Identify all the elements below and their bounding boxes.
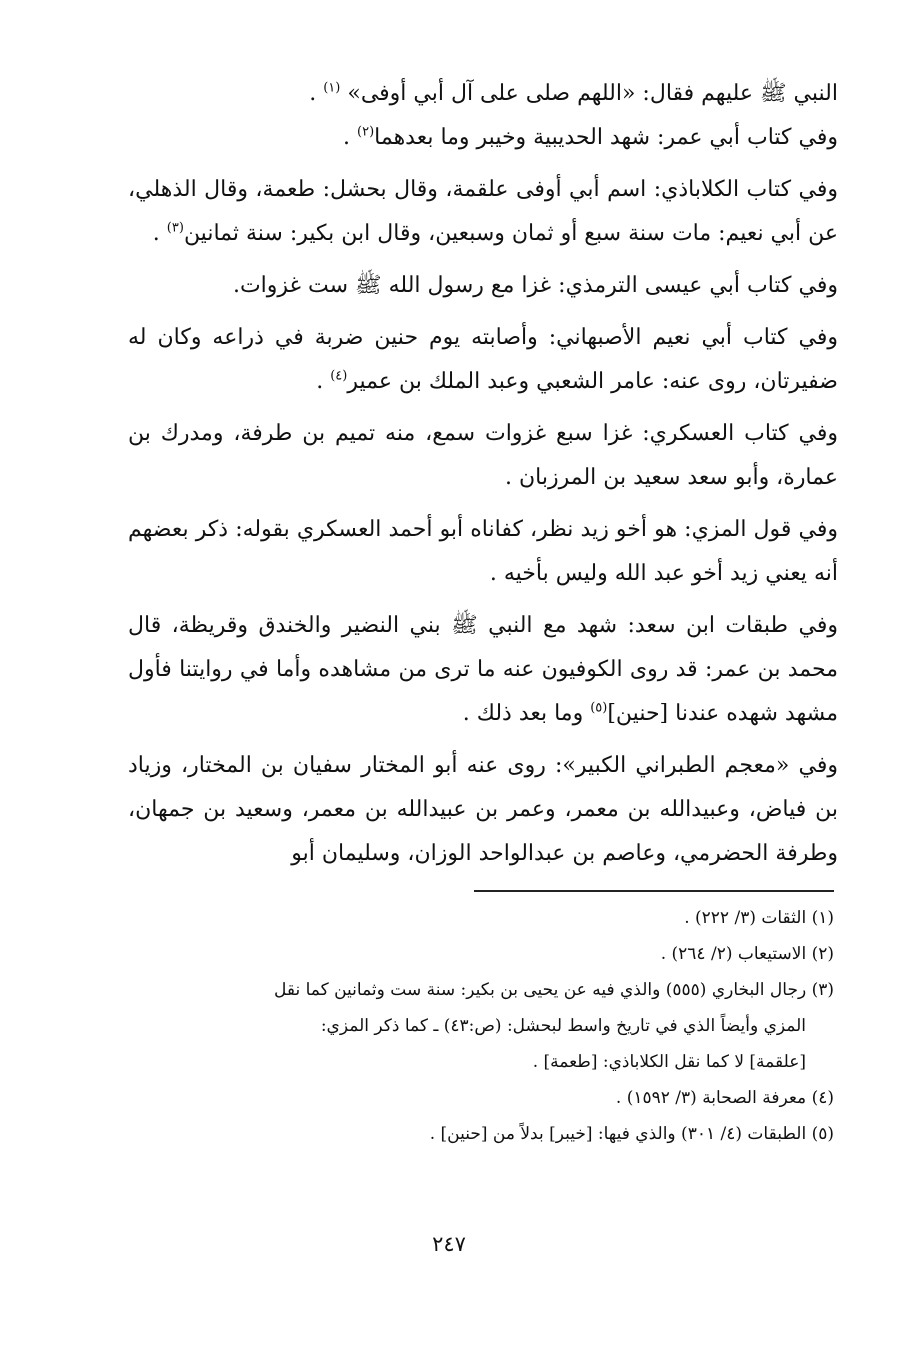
footnote-ref: (٢)	[357, 124, 375, 140]
footnotes	[128, 900, 834, 1152]
paragraph-text: النبي ﷺ عليهم فقال: «اللهم صلى على آل أبي أوفى»	[347, 81, 838, 106]
paragraph-4	[128, 264, 838, 308]
paragraph-end: وما بعد ذلك .	[462, 701, 591, 726]
paragraph-text: وفي كتاب أبي عيسى الترمذي: غزا مع رسول الله ﷺ ست غزوات.	[232, 273, 838, 298]
footnote-3: (٣) رجال البخاري (٥٥٥) والذي فيه عن يحيى بن بكير: سنة ست وثمانين كما نقل	[273, 980, 834, 1000]
footnote-ref: (١)	[323, 80, 341, 96]
paragraph-3	[128, 168, 838, 256]
paragraph-text: وفي كتاب الكلاباذي: اسم أبي أوفى علقمة، وقال بحشل: طعمة، وقال الذهلي، عن أبي نعيم: مات سنة سبع أو ثمان وسبعين، وقال ابن بكير: سنة ثمانين	[128, 177, 838, 246]
footnote-ref: (٥)	[590, 700, 608, 716]
paragraph-8	[128, 604, 838, 736]
footnote-1: (١) الثقات (٣/ ٢٢٢) .	[684, 908, 834, 928]
paragraph-end: .	[309, 81, 324, 106]
paragraph-6	[128, 412, 838, 500]
footnote-separator	[474, 890, 834, 892]
paragraph-end: .	[316, 369, 331, 394]
paragraph-text: وفي طبقات ابن سعد: شهد مع النبي ﷺ بني النضير والخندق وقريظة، قال محمد بن عمر: قد روى الكوفيون عنه ما ترى من مشاهده وأما في روايتنا فأول مشهد شهده عندنا [حنين]	[128, 613, 838, 726]
paragraph-1	[128, 72, 838, 116]
paragraph-text: وفي قول المزي: هو أخو زيد نظر، كفاناه أبو أحمد العسكري بقوله: ذكر بعضهم أنه يعني زيد أخو عبد الله وليس بأخيه .	[128, 517, 838, 586]
paragraph-5	[128, 316, 838, 404]
footnote-ref: (٣)	[166, 220, 184, 236]
paragraph-2	[128, 116, 838, 160]
paragraph-text: وفي كتاب أبي عمر: شهد الحديبية وخيبر وما بعدهما	[374, 125, 838, 150]
footnote-3-continued: المزي وأيضاً الذي في تاريخ واسط لبحشل: (ص:٤٣) ـ كما ذكر المزي:	[320, 1016, 806, 1036]
paragraph-9	[128, 744, 838, 876]
paragraph-7	[128, 508, 838, 596]
paragraph-text: وفي «معجم الطبراني الكبير»: روى عنه أبو المختار سفيان بن المختار، وزياد بن فياض، وعبيدالله بن معمر، وعمر بن عبيدالله بن معمر، وسعيد بن جمهان، وطرفة الحضرمي، وعاصم بن عبدالواحد الوزان، وسليمان أبو	[128, 753, 838, 866]
footnote-ref: (٤)	[330, 368, 348, 384]
paragraph-text: وفي كتاب العسكري: غزا سبع غزوات سمع، منه تميم بن طرفة، ومدرك بن عمارة، وأبو سعد سعيد بن المرزبان .	[128, 421, 838, 490]
paragraph-end: .	[152, 221, 167, 246]
footnote-4: (٤) معرفة الصحابة (٣/ ١٥٩٢) .	[615, 1088, 834, 1108]
main-text	[128, 72, 838, 884]
footnote-2: (٢) الاستيعاب (٢/ ٢٦٤) .	[660, 944, 834, 964]
paragraph-text: وفي كتاب أبي نعيم الأصبهاني: وأصابته يوم حنين ضربة في ذراعه وكان له ضفيرتان، روى عنه: عامر الشعبي وعبد الملك بن عمير	[128, 325, 838, 394]
page-number: ٢٤٧	[432, 1232, 466, 1256]
footnote-5: (٥) الطبقات (٤/ ٣٠١) والذي فيها: [خيبر] بدلاً من [حنين] .	[429, 1124, 834, 1144]
footnote-3-continued: [علقمة] لا كما نقل الكلاباذي: [طعمة] .	[532, 1052, 806, 1072]
paragraph-end: .	[343, 125, 357, 150]
